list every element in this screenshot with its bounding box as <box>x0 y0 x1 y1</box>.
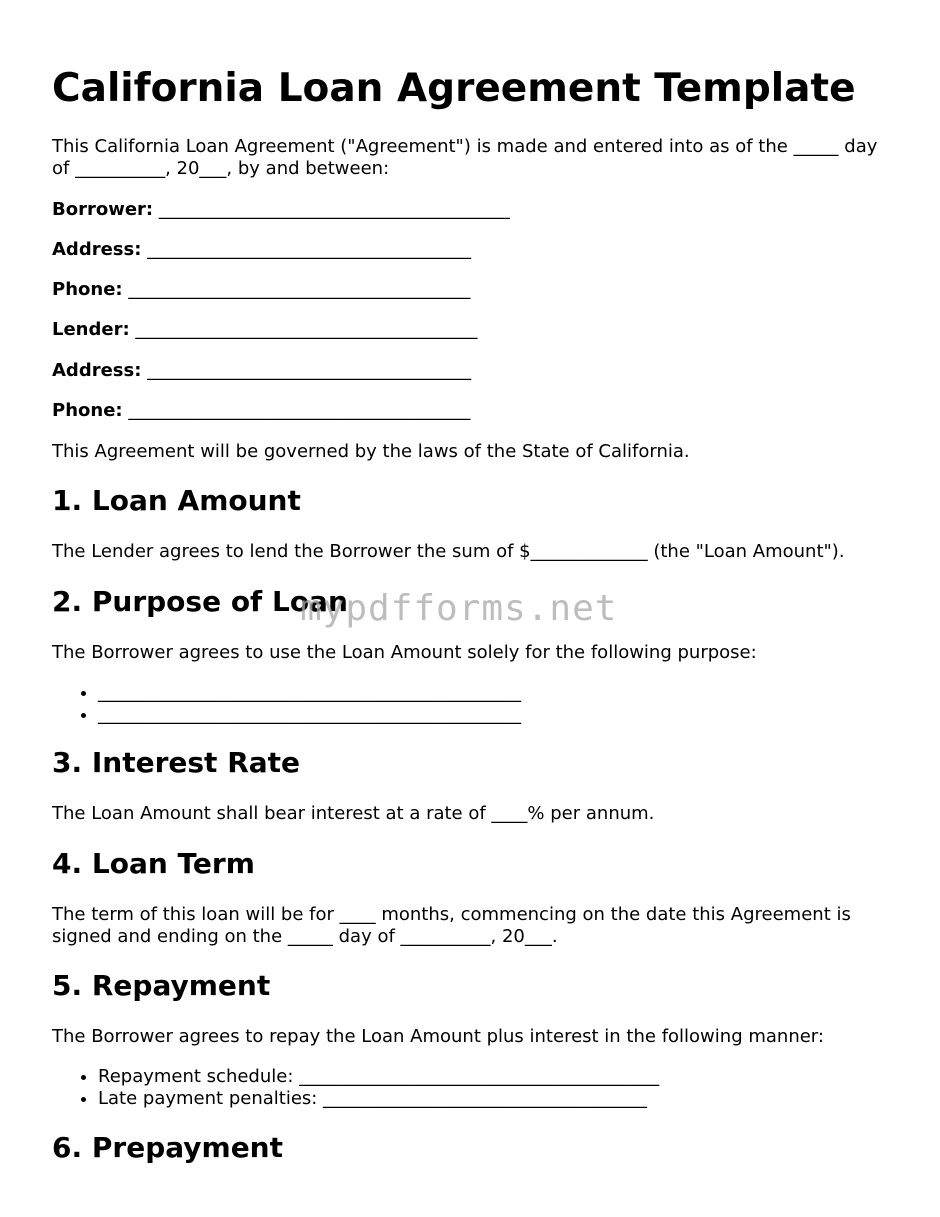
loan-amount-text: The Lender agrees to lend the Borrower the sum of $_____________ (the "Loan Amount"). <box>52 541 845 562</box>
list-item: • Repayment schedule: ________________________________________ <box>98 1066 659 1088</box>
list-item: • _______________________________________________ <box>98 704 521 726</box>
watermark: mypdfforms.net <box>300 588 618 629</box>
intro-paragraph: This California Loan Agreement ("Agreement") is made and entered into as of the _____ day of __________, 20___, by and between: <box>52 136 878 179</box>
field-blank: ____________________________________ <box>147 360 472 381</box>
section-heading-repayment: 5. Repayment <box>52 969 271 1002</box>
lender-phone-field <box>52 400 470 422</box>
list-item: • _______________________________________________ <box>98 682 521 704</box>
field-blank: ______________________________________ <box>128 279 471 300</box>
borrower-field <box>52 199 510 221</box>
field-label: Address: <box>52 239 142 260</box>
field-label: Phone: <box>52 400 123 421</box>
field-label: Address: <box>52 360 142 381</box>
term-text: The term of this loan will be for ____ months, commencing on the date this Agreement is signed and ending on the _____ day of __________, 20___. <box>52 904 851 947</box>
governing-law-text: This Agreement will be governed by the laws of the State of California. <box>52 441 690 462</box>
purpose-list <box>52 682 521 726</box>
section-heading-term: 4. Loan Term <box>52 847 255 880</box>
lender-field <box>52 319 477 341</box>
lender-address-field <box>52 360 471 382</box>
field-blank: ______________________________________ <box>135 319 478 340</box>
interest-text: The Loan Amount shall bear interest at a rate of ____% per annum. <box>52 803 655 824</box>
repayment-text: The Borrower agrees to repay the Loan Amount plus interest in the following manner: <box>52 1026 824 1047</box>
document-title: California Loan Agreement Template <box>52 66 856 111</box>
borrower-address-field <box>52 239 471 261</box>
field-blank: ______________________________________ <box>128 400 471 421</box>
section-heading-loan-amount: 1. Loan Amount <box>52 484 301 517</box>
field-label: Phone: <box>52 279 123 300</box>
field-label: Borrower: <box>52 199 154 220</box>
section-heading-prepayment: 6. Prepayment <box>52 1131 283 1164</box>
list-item: • Late payment penalties: ____________________________________ <box>98 1088 659 1110</box>
field-label: Lender: <box>52 319 130 340</box>
borrower-phone-field <box>52 279 470 301</box>
field-blank: ____________________________________ <box>147 239 472 260</box>
repayment-list <box>52 1066 659 1110</box>
section-heading-interest: 3. Interest Rate <box>52 746 301 779</box>
purpose-text: The Borrower agrees to use the Loan Amount solely for the following purpose: <box>52 642 757 663</box>
section-heading-purpose: 2. Purpose of Loan <box>52 585 348 618</box>
field-blank: _______________________________________ <box>158 199 510 220</box>
